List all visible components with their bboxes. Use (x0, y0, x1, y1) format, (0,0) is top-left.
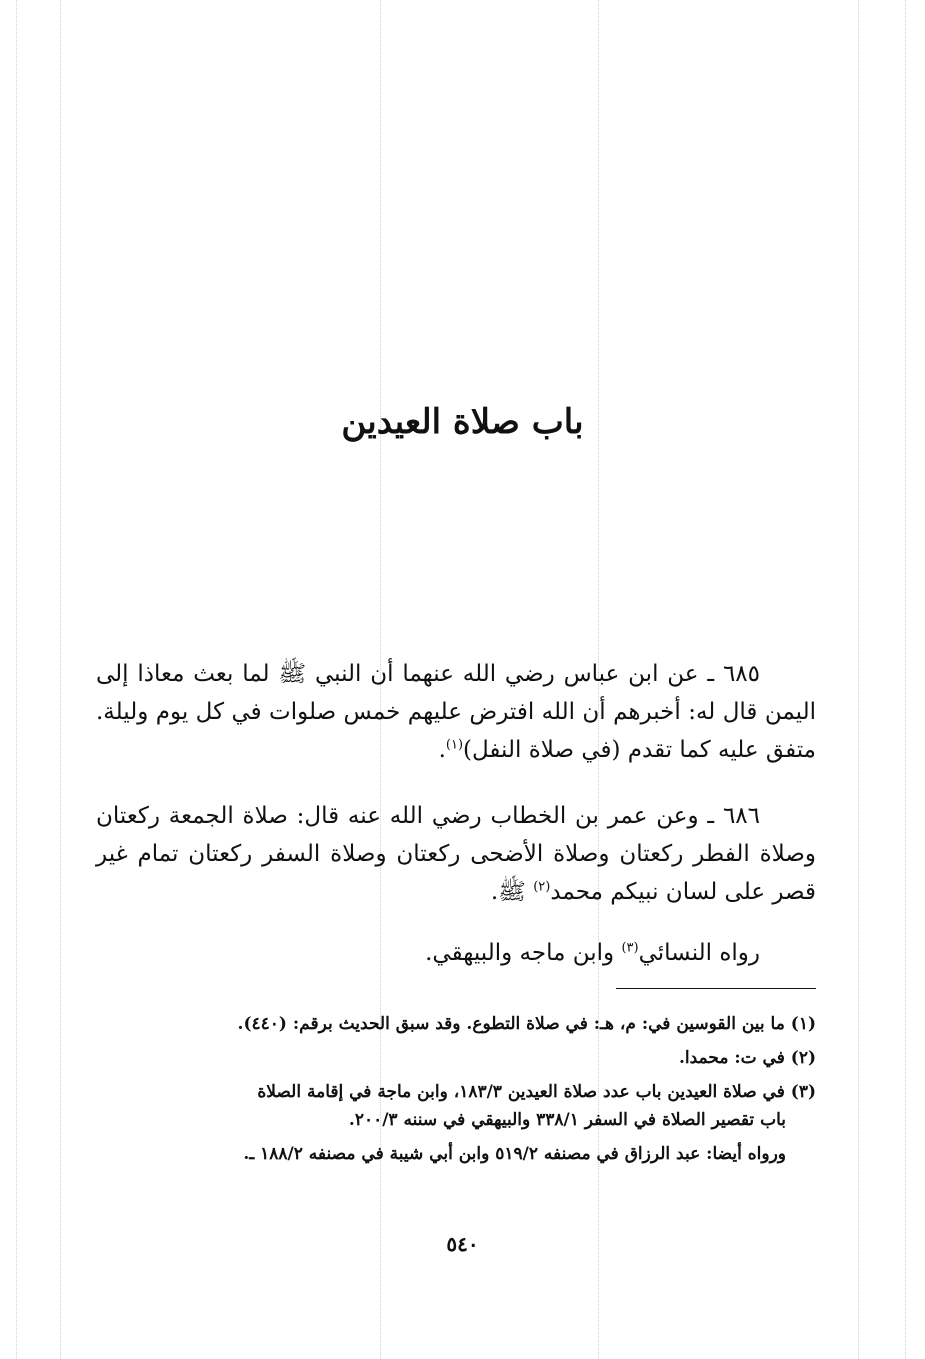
scan-guide-line (905, 0, 906, 1359)
hadith-685 (96, 655, 816, 769)
footnotes (96, 1010, 816, 1168)
narration-line (96, 934, 760, 972)
hadith-686-text: ٦٨٦ ـ وعن عمر بن الخطاب رضي الله عنه قال: صلاة الجمعة ركعتان وصلاة الفطر ركعتان وصلاة الأضحى ركعتان وصلاة السفر ركعتان تمام غير قصر على لسان نبيكم محمد (96, 803, 816, 905)
narration-after: وابن ماجه والبيهقي. (425, 940, 622, 966)
footnote-ref-2[interactable]: (٢) (533, 879, 551, 895)
page-number: ٥٤٠ (446, 1232, 479, 1256)
footnote-3-extra: ورواه أيضا: عبد الرزاق في مصنفه ٥١٩/٢ وابن أبي شيبة في مصنفه ١٨٨/٢ ـ. (243, 1144, 786, 1164)
footnote-ref-3[interactable]: (٣) (621, 940, 639, 956)
footnote-3-continuation: باب تقصير الصلاة في السفر ٣٣٨/١ والبيهقي في سننه ٢٠٠/٣. (348, 1110, 786, 1130)
footnote-1: (١) ما بين القوسين في: م، هـ: في صلاة التطوع. وقد سبق الحديث برقم: (٤٤٠). (237, 1014, 816, 1034)
hadith-685-text: ٦٨٥ ـ عن ابن عباس رضي الله عنهما أن النبي ﷺ لما بعث معاذا إلى اليمن قال له: أخبرهم أن الله افترض عليهم خمس صلوات في كل يوم وليلة. متفق عليه كما تقدم (في صلاة النفل) (96, 661, 816, 763)
scan-guide-line (60, 0, 61, 1359)
hadith-686-end: ﷺ. (490, 879, 534, 905)
footnote-3: (٣) في صلاة العيدين باب عدد صلاة العيدين ١٨٣/٣، وابن ماجة في إقامة الصلاة (257, 1082, 816, 1102)
footnote-ref-1[interactable]: (١) (445, 737, 464, 753)
footnote-2: (٢) في ت: محمدا. (678, 1048, 816, 1068)
footnote-divider (616, 988, 816, 989)
hadith-686 (96, 797, 816, 911)
scan-guide-line (858, 0, 859, 1359)
chapter-title: باب صلاة العيدين (341, 402, 584, 442)
scan-guide-line (16, 0, 17, 1359)
narration-before: رواه النسائي (638, 940, 760, 966)
hadith-685-end: . (438, 737, 446, 763)
